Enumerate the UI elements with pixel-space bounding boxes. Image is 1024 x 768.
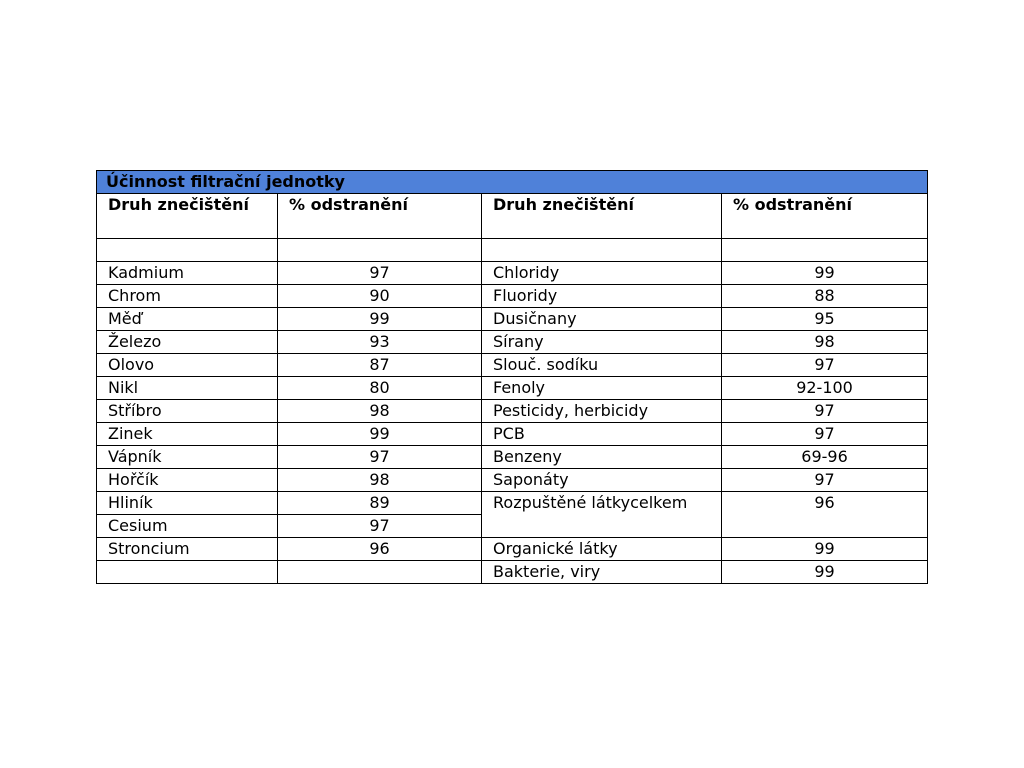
removal-value: 99 bbox=[722, 262, 928, 285]
table-title-row bbox=[97, 171, 928, 194]
removal-value: 97 bbox=[722, 423, 928, 446]
header-removal-right: % odstranění bbox=[722, 194, 928, 239]
pollutant-name: Nikl bbox=[97, 377, 278, 400]
table-row bbox=[97, 331, 928, 354]
blank-cell bbox=[482, 239, 722, 262]
removal-value: 88 bbox=[722, 285, 928, 308]
table-row bbox=[97, 285, 928, 308]
pollutant-name: Hořčík bbox=[97, 469, 278, 492]
table-row bbox=[97, 423, 928, 446]
removal-value: 90 bbox=[278, 285, 482, 308]
removal-value: 97 bbox=[278, 515, 482, 538]
removal-value: 89 bbox=[278, 492, 482, 515]
pollutant-name: Měď bbox=[97, 308, 278, 331]
pollutant-name: Bakterie, viry bbox=[482, 561, 722, 584]
table-row bbox=[97, 400, 928, 423]
removal-value: 99 bbox=[278, 423, 482, 446]
removal-value: 69-96 bbox=[722, 446, 928, 469]
pollutant-name: Olovo bbox=[97, 354, 278, 377]
pollutant-name: Kadmium bbox=[97, 262, 278, 285]
removal-value: 98 bbox=[722, 331, 928, 354]
table-header-row bbox=[97, 194, 928, 239]
header-removal-left: % odstranění bbox=[278, 194, 482, 239]
table-row bbox=[97, 538, 928, 561]
table-row bbox=[97, 354, 928, 377]
pollutant-name: Sírany bbox=[482, 331, 722, 354]
removal-value: 99 bbox=[722, 561, 928, 584]
removal-value: 98 bbox=[278, 469, 482, 492]
pollutant-name: Chrom bbox=[97, 285, 278, 308]
pollutant-name: Stříbro bbox=[97, 400, 278, 423]
pollutant-name: Zinek bbox=[97, 423, 278, 446]
filtration-efficiency-table bbox=[96, 170, 928, 584]
header-pollutant-right: Druh znečištění bbox=[482, 194, 722, 239]
table-row bbox=[97, 492, 928, 515]
pollutant-name: Dusičnany bbox=[482, 308, 722, 331]
table-row bbox=[97, 308, 928, 331]
pollutant-name: Organické látky bbox=[482, 538, 722, 561]
removal-value: 80 bbox=[278, 377, 482, 400]
table-row bbox=[97, 469, 928, 492]
blank-row bbox=[97, 239, 928, 262]
pollutant-name: Pesticidy, herbicidy bbox=[482, 400, 722, 423]
header-pollutant-left: Druh znečištění bbox=[97, 194, 278, 239]
removal-value: 98 bbox=[278, 400, 482, 423]
pollutant-name: Saponáty bbox=[482, 469, 722, 492]
blank-cell bbox=[97, 561, 278, 584]
removal-value: 97 bbox=[278, 446, 482, 469]
pollutant-name: Benzeny bbox=[482, 446, 722, 469]
pollutant-name: Stroncium bbox=[97, 538, 278, 561]
pollutant-name: Chloridy bbox=[482, 262, 722, 285]
removal-value: 92-100 bbox=[722, 377, 928, 400]
removal-value: 95 bbox=[722, 308, 928, 331]
removal-value: 96 bbox=[722, 492, 928, 538]
pollutant-name: Rozpuštěné látkycelkem bbox=[482, 492, 722, 538]
blank-cell bbox=[278, 561, 482, 584]
pollutant-name: Hliník bbox=[97, 492, 278, 515]
table-row bbox=[97, 561, 928, 584]
pollutant-name: Slouč. sodíku bbox=[482, 354, 722, 377]
removal-value: 93 bbox=[278, 331, 482, 354]
removal-value: 97 bbox=[722, 400, 928, 423]
removal-value: 97 bbox=[722, 469, 928, 492]
table-row bbox=[97, 446, 928, 469]
removal-value: 87 bbox=[278, 354, 482, 377]
blank-cell bbox=[97, 239, 278, 262]
pollutant-name: Vápník bbox=[97, 446, 278, 469]
pollutant-name: Fluoridy bbox=[482, 285, 722, 308]
removal-value: 97 bbox=[278, 262, 482, 285]
removal-value: 97 bbox=[722, 354, 928, 377]
blank-cell bbox=[722, 239, 928, 262]
blank-cell bbox=[278, 239, 482, 262]
pollutant-name: PCB bbox=[482, 423, 722, 446]
removal-value: 99 bbox=[278, 308, 482, 331]
removal-value: 96 bbox=[278, 538, 482, 561]
pollutant-name: Cesium bbox=[97, 515, 278, 538]
table-row bbox=[97, 377, 928, 400]
pollutant-name: Železo bbox=[97, 331, 278, 354]
table-row bbox=[97, 262, 928, 285]
pollutant-name: Fenoly bbox=[482, 377, 722, 400]
removal-value: 99 bbox=[722, 538, 928, 561]
table-title: Účinnost filtrační jednotky bbox=[97, 171, 928, 194]
